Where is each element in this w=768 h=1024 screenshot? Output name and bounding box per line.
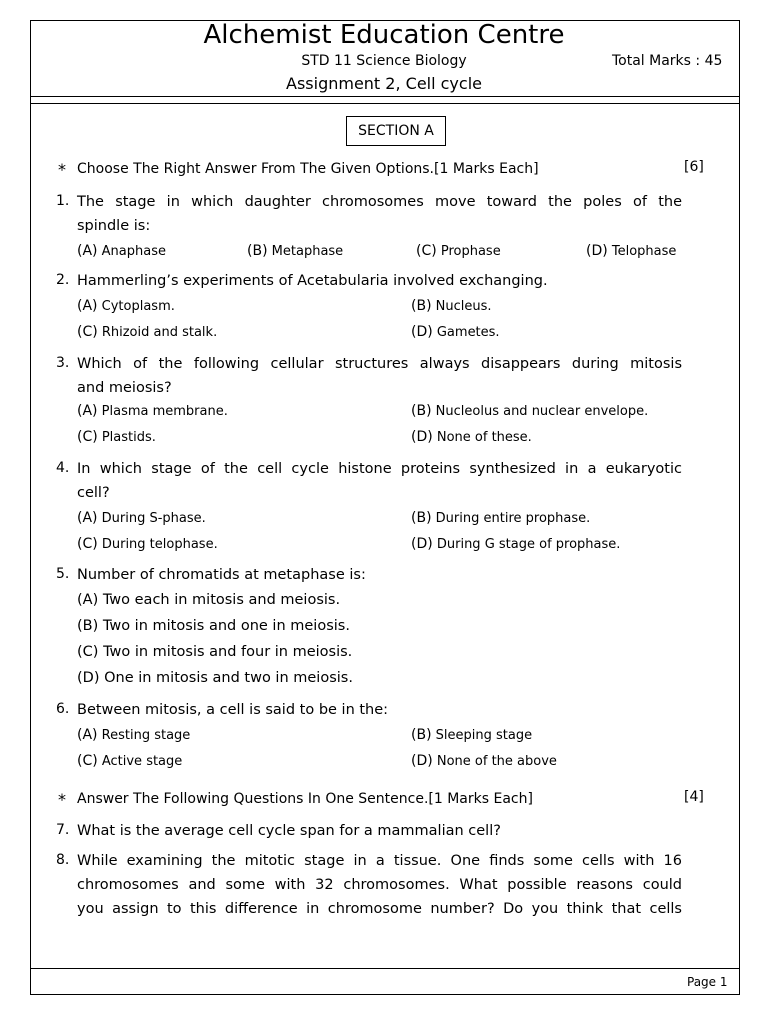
option-label: (D) — [411, 536, 433, 552]
question-line: you assign to this difference in chromosome number? Do you think that cells — [77, 901, 682, 917]
option-c — [77, 536, 218, 552]
option-b — [411, 727, 532, 743]
option-d — [411, 536, 620, 552]
instruction-bullet: * — [58, 160, 66, 179]
option-label: (D) — [77, 670, 100, 686]
option-text: Sleeping stage — [435, 728, 533, 743]
option-text: Active stage — [101, 754, 183, 769]
option-label: (A) — [77, 727, 98, 743]
option-b — [411, 510, 590, 526]
option-text: Plastids. — [101, 430, 156, 445]
option-d — [77, 670, 353, 686]
option-text: One in mitosis and two in meiosis. — [104, 670, 353, 686]
question-number: 3. — [56, 355, 70, 371]
option-label: (B) — [411, 298, 432, 314]
question-line: chromosomes and some with 32 chromosomes. What possible reasons could — [77, 877, 682, 893]
question-line: Number of chromatids at metaphase is: — [77, 567, 366, 583]
header-divider-top — [30, 96, 740, 97]
option-d — [411, 324, 500, 340]
section-label — [346, 116, 446, 146]
option-text: During S-phase. — [101, 511, 206, 526]
section-label-text: SECTION A — [358, 123, 434, 139]
option-a — [77, 298, 175, 314]
footer-divider — [30, 968, 740, 969]
option-label: (B) — [77, 618, 99, 634]
option-c — [77, 644, 352, 660]
question-number: 6. — [56, 701, 70, 717]
option-label: (A) — [77, 298, 98, 314]
option-a — [77, 592, 340, 608]
option-c — [416, 243, 501, 259]
question-line: Which of the following cellular structures always disappears during mitosis — [77, 356, 682, 372]
question-line: While examining the mitotic stage in a tissue. One finds some cells with 16 — [77, 853, 682, 869]
option-label: (B) — [411, 510, 432, 526]
option-text: Cytoplasm. — [101, 299, 175, 314]
school-title: Alchemist Education Centre — [203, 20, 565, 50]
total-marks: Total Marks : 45 — [612, 53, 723, 69]
option-text: Two in mitosis and one in meiosis. — [102, 618, 350, 634]
option-a — [77, 510, 206, 526]
option-text: Resting stage — [101, 728, 191, 743]
option-label: (B) — [247, 243, 268, 259]
option-d — [411, 429, 532, 445]
option-b — [247, 243, 343, 259]
option-b — [411, 298, 492, 314]
option-label: (D) — [411, 324, 433, 340]
option-text: Telophase — [611, 244, 677, 259]
option-label: (C) — [77, 644, 99, 660]
page-number: Page 1 — [687, 975, 728, 989]
question-number: 4. — [56, 460, 70, 476]
header-divider-bottom — [30, 103, 740, 104]
question-number: 5. — [56, 566, 70, 582]
option-label: (A) — [77, 243, 98, 259]
question-line: and meiosis? — [77, 380, 172, 396]
option-label: (C) — [77, 429, 98, 445]
option-a — [77, 403, 228, 419]
option-label: (C) — [77, 536, 98, 552]
instruction-marks: [6] — [684, 159, 704, 175]
option-text: Anaphase — [101, 244, 166, 259]
option-text: Nucleolus and nuclear envelope. — [435, 404, 649, 419]
question-line: spindle is: — [77, 218, 151, 234]
option-text: Metaphase — [271, 244, 344, 259]
option-c — [77, 324, 217, 340]
option-text: None of these. — [436, 430, 532, 445]
option-label: (D) — [411, 753, 433, 769]
option-text: During G stage of prophase. — [436, 537, 621, 552]
option-label: (D) — [411, 429, 433, 445]
option-text: Rhizoid and stalk. — [101, 325, 218, 340]
question-number: 1. — [56, 193, 70, 209]
option-label: (D) — [586, 243, 608, 259]
option-c — [77, 429, 156, 445]
instruction-text: Answer The Following Questions In One Sentence.[1 Marks Each] — [77, 791, 533, 807]
option-text: Prophase — [440, 244, 501, 259]
question-number: 2. — [56, 272, 70, 288]
assignment-title: Assignment 2, Cell cycle — [286, 74, 482, 93]
option-label: (B) — [411, 727, 432, 743]
option-label: (A) — [77, 403, 98, 419]
option-a — [77, 727, 190, 743]
question-line: Hammerling’s experiments of Acetabularia involved exchanging. — [77, 273, 548, 289]
option-label: (C) — [77, 324, 98, 340]
option-d — [586, 243, 676, 259]
option-text: During telophase. — [101, 537, 218, 552]
option-text: None of the above — [436, 754, 557, 769]
option-text: During entire prophase. — [435, 511, 591, 526]
instruction-bullet: * — [58, 790, 66, 809]
option-a — [77, 243, 166, 259]
standard-subject: STD 11 Science Biology — [301, 53, 467, 69]
option-label: (B) — [411, 403, 432, 419]
option-d — [411, 753, 557, 769]
question-line: What is the average cell cycle span for a mammalian cell? — [77, 823, 501, 839]
question-line: The stage in which daughter chromosomes move toward the poles of the — [77, 194, 682, 210]
question-number: 7. — [56, 822, 70, 838]
instruction-text: Choose The Right Answer From The Given Options.[1 Marks Each] — [77, 161, 539, 177]
instruction-marks: [4] — [684, 789, 704, 805]
option-text: Nucleus. — [435, 299, 492, 314]
option-text: Plasma membrane. — [101, 404, 228, 419]
question-number: 8. — [56, 852, 70, 868]
option-label: (C) — [416, 243, 437, 259]
option-b — [77, 618, 350, 634]
option-text: Two each in mitosis and meiosis. — [102, 592, 341, 608]
option-text: Gametes. — [436, 325, 500, 340]
question-line: In which stage of the cell cycle histone proteins synthesized in a eukaryotic — [77, 461, 682, 477]
option-c — [77, 753, 182, 769]
option-label: (A) — [77, 510, 98, 526]
question-line: cell? — [77, 485, 110, 501]
option-label: (C) — [77, 753, 98, 769]
option-text: Two in mitosis and four in meiosis. — [103, 644, 353, 660]
question-line: Between mitosis, a cell is said to be in the: — [77, 702, 389, 718]
option-label: (A) — [77, 592, 99, 608]
option-b — [411, 403, 648, 419]
